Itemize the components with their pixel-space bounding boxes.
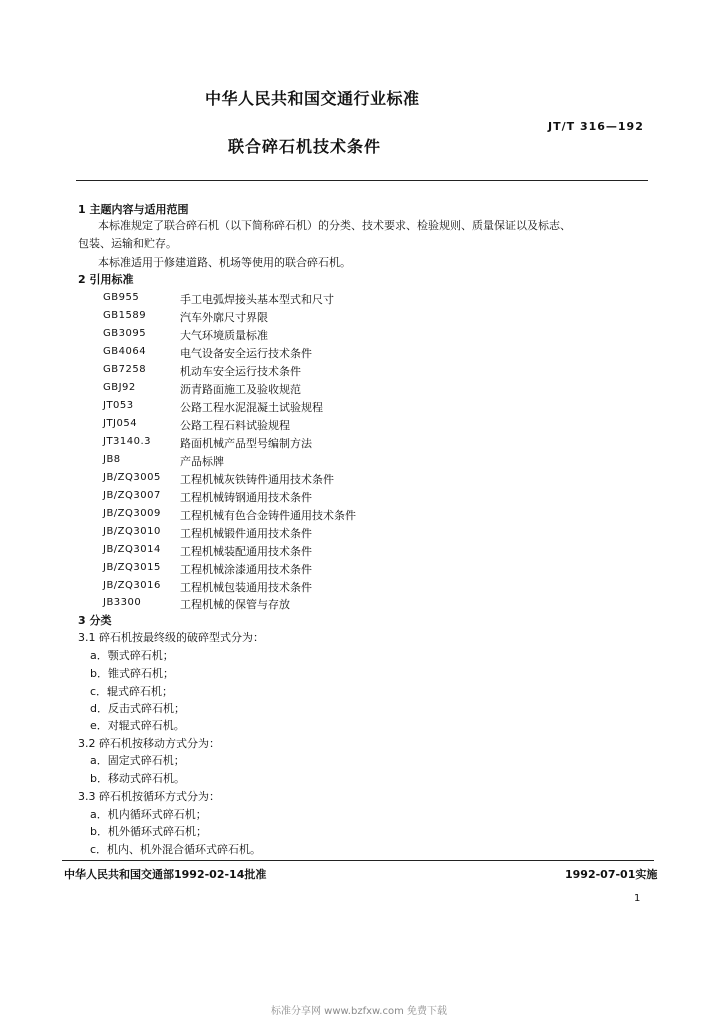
reference-name: 工程机械的保管与存放: [180, 598, 290, 611]
list-item: a．机内循环式碎石机；: [90, 808, 207, 821]
reference-code: JB3300: [103, 597, 142, 608]
list-item: a．固定式碎石机；: [90, 754, 185, 767]
list-item: c．机内、机外混合循环式碎石机。: [90, 843, 262, 856]
reference-code: GB7258: [103, 364, 147, 375]
approval-line: 中华人民共和国交通部1992-02-14批准: [64, 868, 267, 881]
reference-name: 工程机械灰铁铸件通用技术条件: [180, 473, 334, 486]
reference-code: GB955: [103, 292, 140, 303]
reference-name: 工程机械装配通用技术条件: [180, 545, 312, 558]
list-item: e．对辊式碎石机。: [90, 719, 185, 732]
footer-divider: [62, 860, 654, 861]
reference-name: 公路工程水泥混凝土试验规程: [180, 401, 323, 414]
reference-code: GB4064: [103, 346, 147, 357]
reference-code: JT3140.3: [103, 436, 152, 447]
reference-code: JB/ZQ3007: [103, 490, 161, 501]
issuing-organization-title: 中华人民共和国交通行业标准: [205, 89, 420, 108]
list-item: b．机外循环式碎石机；: [90, 825, 207, 838]
reference-code: JB8: [103, 454, 121, 465]
section-1-paragraph-2: 本标准适用于修建道路、机场等使用的联合碎石机。: [98, 256, 351, 269]
reference-name: 工程机械铸钢通用技术条件: [180, 491, 312, 504]
reference-code: JB/ZQ3005: [103, 472, 161, 483]
list-item: a．颚式碎石机；: [90, 649, 174, 662]
site-watermark: 标准分享网 www.bzfxw.com 免费下载: [271, 1006, 447, 1017]
section-1-paragraph-1-line-2: 包装、运输和贮存。: [78, 237, 177, 250]
list-item: d．反击式碎石机；: [90, 702, 185, 715]
subsection-3-1-title: 3.1 碎石机按最终级的破碎型式分为：: [78, 631, 264, 644]
section-3-heading: 3 分类: [78, 614, 112, 627]
reference-code: JB/ZQ3014: [103, 544, 161, 555]
standard-code: JT/T 316—192: [548, 120, 644, 133]
reference-name: 工程机械包装通用技术条件: [180, 581, 312, 594]
reference-name: 产品标牌: [180, 455, 224, 468]
reference-name: 手工电弧焊接头基本型式和尺寸: [180, 293, 334, 306]
reference-name: 路面机械产品型号编制方法: [180, 437, 312, 450]
reference-name: 汽车外廓尺寸界限: [180, 311, 268, 324]
reference-code: GB3095: [103, 328, 147, 339]
list-item: b．移动式碎石机。: [90, 772, 185, 785]
reference-code: JTJ054: [103, 418, 138, 429]
subsection-3-2-title: 3.2 碎石机按移动方式分为：: [78, 737, 220, 750]
reference-code: GBJ92: [103, 382, 136, 393]
reference-name: 沥青路面施工及验收规范: [180, 383, 301, 396]
reference-name: 工程机械有色合金铸件通用技术条件: [180, 509, 356, 522]
list-item: b．锥式碎石机；: [90, 667, 174, 680]
reference-code: JT053: [103, 400, 134, 411]
subsection-3-3-title: 3.3 碎石机按循环方式分为：: [78, 790, 220, 803]
reference-code: GB1589: [103, 310, 147, 321]
page-number: 1: [634, 893, 641, 904]
reference-code: JB/ZQ3016: [103, 580, 161, 591]
effective-date: 1992-07-01实施: [565, 868, 658, 881]
reference-code: JB/ZQ3015: [103, 562, 161, 573]
document-title: 联合碎石机技术条件: [228, 137, 382, 156]
reference-name: 电气设备安全运行技术条件: [180, 347, 312, 360]
reference-name: 大气环境质量标准: [180, 329, 268, 342]
section-2-heading: 2 引用标准: [78, 273, 134, 286]
header-divider: [76, 180, 648, 181]
section-1-heading: 1 主题内容与适用范围: [78, 203, 189, 216]
reference-code: JB/ZQ3009: [103, 508, 161, 519]
reference-name: 机动车安全运行技术条件: [180, 365, 301, 378]
list-item: c．辊式碎石机；: [90, 685, 174, 698]
reference-name: 工程机械锻件通用技术条件: [180, 527, 312, 540]
section-1-paragraph-1-line-1: 本标准规定了联合碎石机（以下简称碎石机）的分类、技术要求、检验规则、质量保证以及标志、: [98, 219, 571, 232]
reference-code: JB/ZQ3010: [103, 526, 161, 537]
reference-name: 公路工程石料试验规程: [180, 419, 290, 432]
reference-name: 工程机械涂漆通用技术条件: [180, 563, 312, 576]
